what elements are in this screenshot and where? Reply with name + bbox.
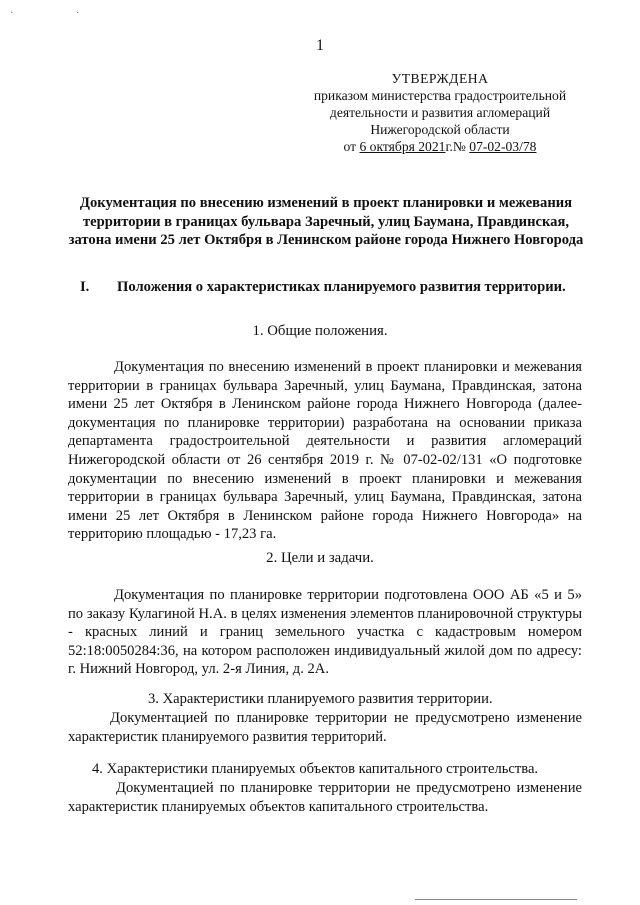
paragraph-territory [68, 709, 582, 746]
document-title: Документация по внесению изменений в проект планировки и межевания территории в границах бульвара Заречный, улиц Баумана, Правдинская, затона имени 25 лет Октября в Ленинском районе города Нижнего Новгорода [68, 195, 584, 248]
number-prefix: г.№ [445, 139, 470, 154]
paragraph-territory-text: Документацией по планировке территории не предусмотрено изменение характеристик планируемого развития территорий. [68, 710, 582, 745]
bottom-rule [415, 899, 577, 900]
paragraph-goals-text: Документация по планировке территории подготовлена ООО АБ «5 и 5» по заказу Кулагиной Н.А. в целях изменения элементов планировочной структуры - красных линий и границ земельного участка с кадастровым номером 52:18:0050284:36, на котором расположен индивидуальный жилой дом по адресу: г. Нижний Новгород, ул. 2-я Линия, д. 2А. [68, 587, 582, 678]
approval-line-3: Нижегородской области [370, 122, 510, 137]
heading-objects: 4. Характеристики планируемых объектов капитального строительства. [92, 761, 539, 777]
paragraph-objects-text: Документацией по планировке территории не предусмотрено изменение характеристик планируемых объектов капитального строительства. [68, 780, 582, 815]
paragraph-goals [68, 586, 582, 679]
heading-goals: 2. Цели и задачи. [266, 550, 374, 566]
scan-marks: · · [10, 8, 110, 19]
approval-number: 07-02-03/78 [469, 139, 537, 154]
heading-general: 1. Общие положения. [252, 323, 388, 339]
paragraph-objects [68, 779, 582, 816]
approval-stamp [300, 70, 580, 155]
section-heading [80, 279, 600, 296]
section-title: Положения о характеристиках планируемого развития территории. [117, 279, 566, 295]
date-prefix: от [343, 139, 360, 154]
paragraph-general-text: Документация по внесению изменений в проект планировки и межевания территории в границах бульвара Заречный, улиц Баумана, Правдинская, затона имени 25 лет Октября в Ленинском районе города Нижнего Новгорода (далее-документация по планировке территории) разработана на основании приказа департамента градостроительной деятельности и развития агломераций Нижегородской области от 26 сентября 2019 г. № 07-02-02/131 «О подготовке документации по внесению изменений в проект планировки и межевания территории в границах бульвара Заречный, улиц Баумана, Правдинская, затона имени 25 лет Октября в Ленинском районе города Нижнего Новгорода» на территорию площадью - 17,23 га. [68, 359, 582, 543]
paragraph-general [68, 358, 582, 544]
approval-line-1: приказом министерства градостроительной [313, 88, 567, 103]
approval-title: УТВЕРЖДЕНА [391, 71, 489, 86]
section-number: I. [80, 279, 90, 295]
heading-territory: 3. Характеристики планируемого развития территории. [148, 691, 493, 707]
approval-date: 6 октября 2021 [359, 139, 446, 154]
page-number: 1 [316, 37, 324, 54]
approval-line-2: деятельности и развития агломераций [329, 105, 551, 120]
approval-date-line [300, 138, 580, 155]
